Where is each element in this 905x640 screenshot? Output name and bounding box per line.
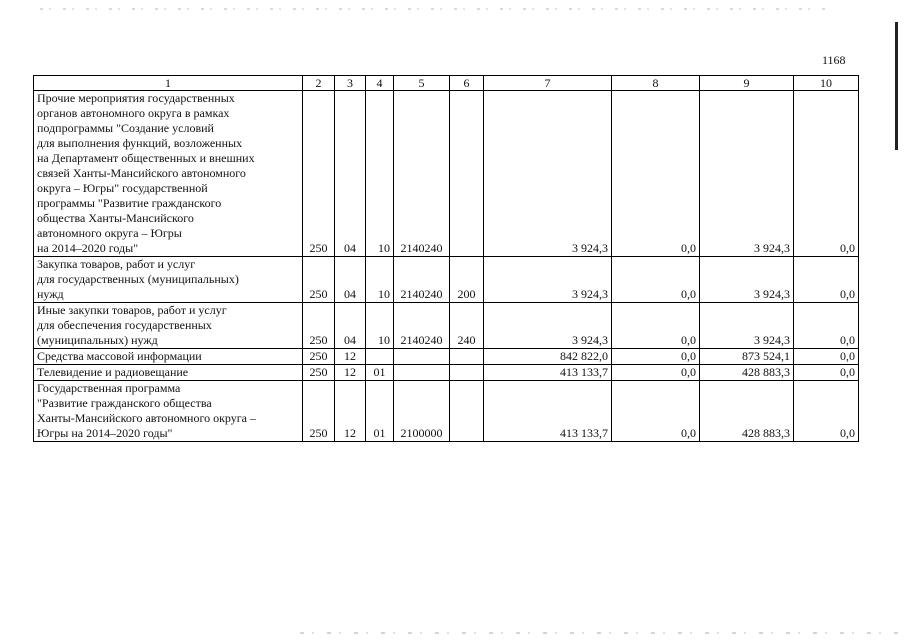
cell-amount-9: 428 883,3	[700, 381, 794, 442]
cell-amount-7: 3 924,3	[484, 91, 612, 257]
cell-subsection: 10	[366, 257, 394, 303]
cell-section: 12	[335, 365, 366, 381]
page-number: 1168	[822, 53, 846, 67]
cell-amount-10: 0,0	[794, 381, 859, 442]
cell-subsection	[366, 349, 394, 365]
cell-expense-type	[450, 365, 484, 381]
cell-amount-7: 413 133,7	[484, 365, 612, 381]
cell-amount-7: 842 822,0	[484, 349, 612, 365]
table-row	[34, 303, 859, 349]
cell-expense-type	[450, 349, 484, 365]
cell-section: 12	[335, 381, 366, 442]
cell-expense-type: 200	[450, 257, 484, 303]
cell-amount-8: 0,0	[612, 365, 700, 381]
cell-amount-9: 3 924,3	[700, 91, 794, 257]
cell-subsection: 01	[366, 381, 394, 442]
col-header-6: 6	[450, 76, 484, 91]
col-header-3: 3	[335, 76, 366, 91]
header-row	[34, 76, 859, 91]
cell-amount-10: 0,0	[794, 349, 859, 365]
cell-amount-9: 428 883,3	[700, 365, 794, 381]
table-row	[34, 91, 859, 257]
row-name: Государственная программа "Развитие гражданского общества Ханты-Мансийского автономного округа – Югры на 2014–2020 годы"	[34, 381, 303, 442]
table-row	[34, 365, 859, 381]
cell-section: 04	[335, 257, 366, 303]
cell-amount-8: 0,0	[612, 303, 700, 349]
cell-amount-8: 0,0	[612, 349, 700, 365]
cell-amount-10: 0,0	[794, 257, 859, 303]
cell-amount-7: 3 924,3	[484, 303, 612, 349]
col-header-10: 10	[794, 76, 859, 91]
cell-expense-type	[450, 381, 484, 442]
cell-admin-code: 250	[303, 257, 335, 303]
cell-amount-8: 0,0	[612, 91, 700, 257]
cell-amount-8: 0,0	[612, 257, 700, 303]
cell-amount-9: 3 924,3	[700, 257, 794, 303]
cell-subsection: 10	[366, 303, 394, 349]
cell-amount-10: 0,0	[794, 303, 859, 349]
table-row	[34, 349, 859, 365]
cell-target-article: 2140240	[394, 303, 450, 349]
cell-subsection: 01	[366, 365, 394, 381]
row-name: Средства массовой информации	[34, 349, 303, 365]
cell-admin-code: 250	[303, 365, 335, 381]
cell-admin-code: 250	[303, 303, 335, 349]
col-header-7: 7	[484, 76, 612, 91]
col-header-5: 5	[394, 76, 450, 91]
cell-section: 04	[335, 91, 366, 257]
scan-noise-top	[40, 8, 830, 10]
row-name: Телевидение и радиовещание	[34, 365, 303, 381]
cell-amount-10: 0,0	[794, 91, 859, 257]
cell-amount-9: 873 524,1	[700, 349, 794, 365]
cell-expense-type: 240	[450, 303, 484, 349]
cell-target-article: 2140240	[394, 257, 450, 303]
cell-subsection: 10	[366, 91, 394, 257]
col-header-8: 8	[612, 76, 700, 91]
cell-admin-code: 250	[303, 381, 335, 442]
table-row	[34, 257, 859, 303]
cell-section: 04	[335, 303, 366, 349]
row-name: Иные закупки товаров, работ и услуг для обеспечения государственных (муниципальных) нужд	[34, 303, 303, 349]
col-header-9: 9	[700, 76, 794, 91]
row-name: Прочие мероприятия государственных органов автономного округа в рамках подпрограммы "Создание условий для выполнения функций, возложенных на Департамент общественных и внешних связей Ханты-Мансийского автономного округа – Югры" государственной программы "Развитие гражданского общества Ханты-Мансийского автономного округа – Югры на 2014–2020 годы"	[34, 91, 303, 257]
cell-amount-7: 3 924,3	[484, 257, 612, 303]
scan-noise-bottom	[300, 632, 900, 634]
col-header-2: 2	[303, 76, 335, 91]
scan-edge-bar	[895, 22, 898, 150]
cell-amount-8: 0,0	[612, 381, 700, 442]
cell-section: 12	[335, 349, 366, 365]
col-header-4: 4	[366, 76, 394, 91]
table-row	[34, 381, 859, 442]
cell-amount-10: 0,0	[794, 365, 859, 381]
cell-expense-type	[450, 91, 484, 257]
cell-admin-code: 250	[303, 349, 335, 365]
cell-amount-7: 413 133,7	[484, 381, 612, 442]
cell-target-article	[394, 349, 450, 365]
col-header-1: 1	[34, 76, 303, 91]
cell-target-article: 2140240	[394, 91, 450, 257]
cell-admin-code: 250	[303, 91, 335, 257]
cell-target-article	[394, 365, 450, 381]
budget-table	[33, 75, 859, 442]
cell-amount-9: 3 924,3	[700, 303, 794, 349]
row-name: Закупка товаров, работ и услуг для государственных (муниципальных) нужд	[34, 257, 303, 303]
cell-target-article: 2100000	[394, 381, 450, 442]
